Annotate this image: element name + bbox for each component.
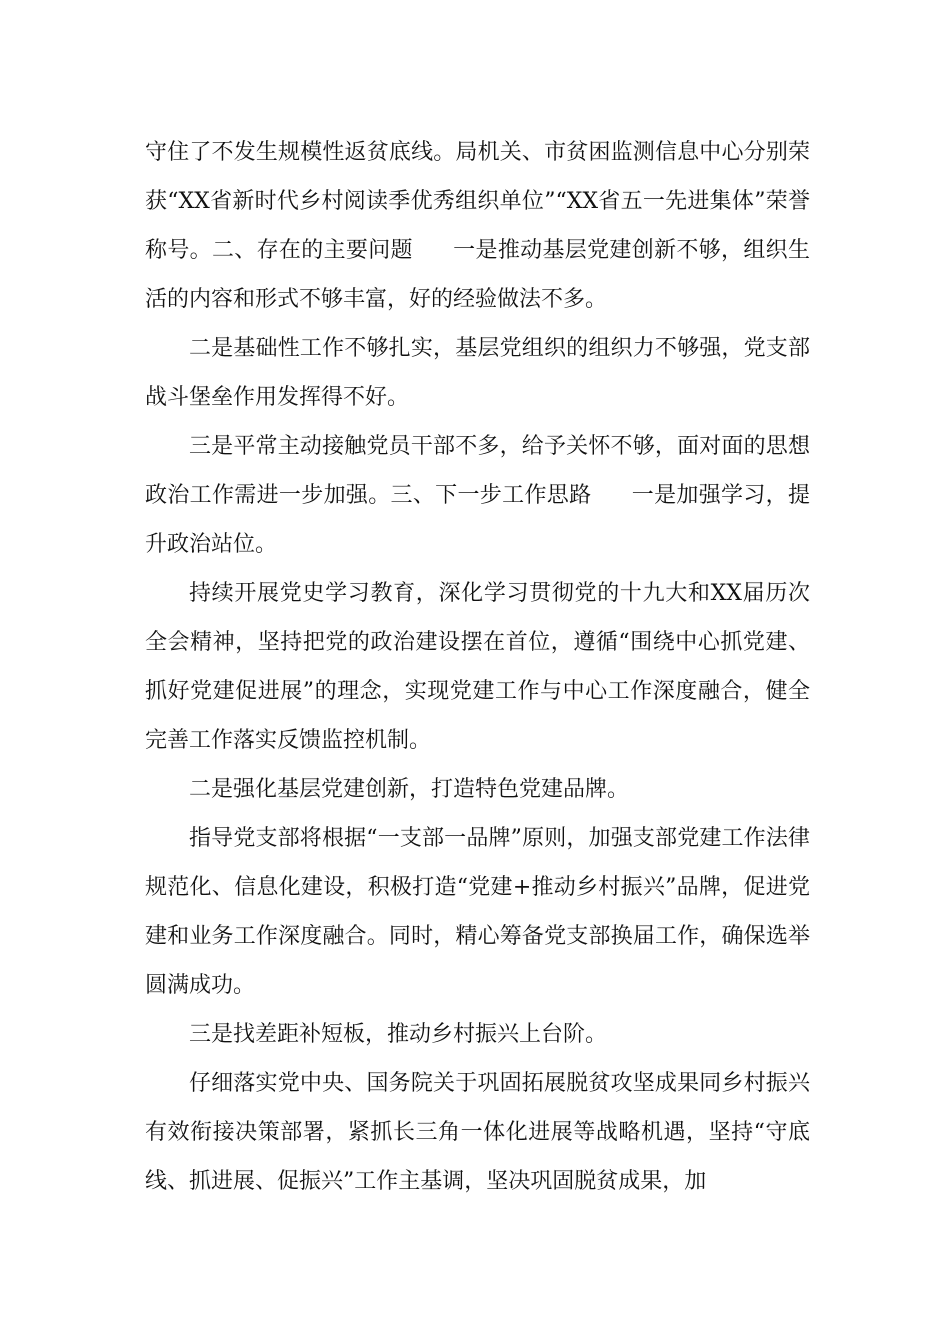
paragraph-6-segment-1: 指导党支部将根据“一支部一品牌”原则，加强支部党建工作法律规范化、信息化建设，积极打造“党建+推动乡村振兴”品牌，促进党建和业务工作深度融合。同时，精心筹备党支部换届工作，确保选举圆满成功。 bbox=[145, 826, 810, 998]
paragraph-8 bbox=[145, 1059, 810, 1206]
paragraph-8-segment-1: 仔细落实党中央、国务院关于巩固拓展脱贫攻坚成果同乡村振兴有效衔接决策部署，紧抓长三角一体化进展等战略机遇，坚持“守底线、抓进展、促振兴”工作主基调，坚决巩固脱贫成果，加 bbox=[145, 1071, 810, 1194]
document-body bbox=[145, 128, 810, 1206]
paragraph-5-segment-1: 二是强化基层党建创新，打造特色党建品牌。 bbox=[189, 777, 630, 802]
paragraph-4 bbox=[145, 569, 810, 765]
paragraph-2-segment-1: 二是基础性工作不够扎实，基层党组织的组织力不够强，党支部战斗堡垒作用发挥得不好。 bbox=[145, 336, 810, 410]
paragraph-6 bbox=[145, 814, 810, 1010]
paragraph-5 bbox=[145, 765, 810, 814]
paragraph-1-segment-1: 守住了不发生规模性返贫底线。局机关、市贫困监测信息中心分别荣获“XX省新时代乡村阅读季优秀组织单位”“XX省五一先进集体”荣誉称号。二、存在的主要问题 bbox=[145, 140, 810, 263]
paragraph-1-segment-2: 一是推动基层党建创新不够，组织生活的内容和形式不够丰富，好的经验做法不多。 bbox=[145, 238, 810, 312]
paragraph-2 bbox=[145, 324, 810, 422]
paragraph-1 bbox=[145, 128, 810, 324]
paragraph-3 bbox=[145, 422, 810, 569]
paragraph-4-segment-1: 持续开展党史学习教育，深化学习贯彻党的十九大和XX届历次全会精神，坚持把党的政治建设摆在首位，遵循“围绕中心抓党建、抓好党建促进展”的理念，实现党建工作与中心工作深度融合，健全完善工作落实反馈监控机制。 bbox=[145, 581, 810, 753]
paragraph-3-segment-1: 三是平常主动接触党员干部不多，给予关怀不够，面对面的思想政治工作需进一步加强。三、下一步工作思路 bbox=[145, 434, 810, 508]
paragraph-3-segment-2: 一是加强学习，提升政治站位。 bbox=[145, 483, 810, 557]
paragraph-7 bbox=[145, 1010, 810, 1059]
paragraph-7-segment-1: 三是找差距补短板，推动乡村振兴上台阶。 bbox=[189, 1022, 608, 1047]
